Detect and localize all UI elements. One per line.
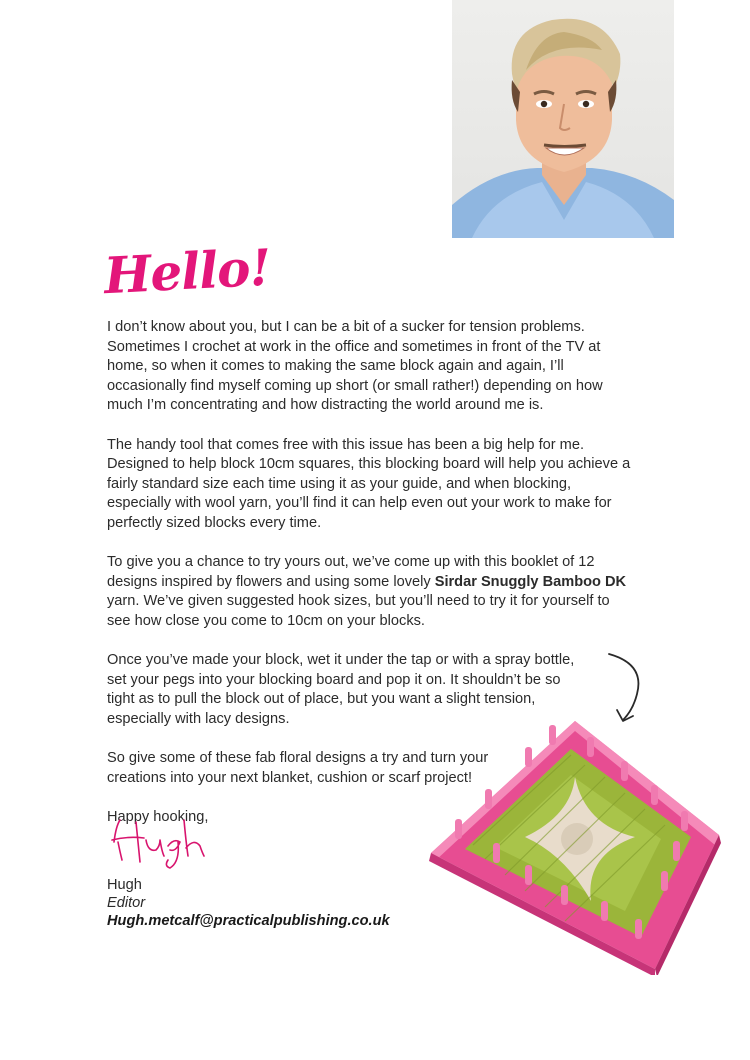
editor-portrait-photo xyxy=(452,0,674,238)
paragraph-call-to-action: So give some of these fab floral designs a try and turn your creations into your next blanket, cushion or scarf project! xyxy=(107,750,489,786)
portrait-illustration xyxy=(452,0,674,238)
paragraph-booklet-intro: To give you a chance to try yours out, we’ve come up with this booklet of 12 designs inspired by flowers and using some lovely xyxy=(107,554,595,590)
signature-graphic xyxy=(108,812,218,872)
paragraph-booklet-rest: yarn. We’ve given suggested hook sizes, but you’ll need to try it for yourself to see how close you come to 10cm on your blocks. xyxy=(107,593,610,629)
editor-email-link[interactable]: Hugh.metcalf@practicalpublishing.co.uk xyxy=(107,913,390,929)
blocking-board-photo xyxy=(425,715,725,975)
greeting-heading: Hello! xyxy=(102,237,272,306)
signatory-name: Hugh xyxy=(107,877,142,893)
yarn-name: Sirdar Snuggly Bamboo DK xyxy=(434,573,627,590)
paragraph-tension: I don’t know about you, but I can be a bit of a sucker for tension problems. Sometimes I crochet at work in the office and sometimes in front of the TV at home, so when it comes to making the same block again and again, I’ll occasionally find myself coming up short (or small rather!) depending on how much I’m concentrating and how distracting the world around me is. xyxy=(107,319,603,414)
paragraph-booklet xyxy=(107,553,637,631)
paragraph-blocking-board: The handy tool that comes free with this issue has been a big help for me. Designed to help block 10cm squares, this blocking board will help you achieve a fairly standard size each time using it as your guide, and when blocking, especially with wool yarn, you’ll find it can help even out your work to make for perfectly sized blocks every time. xyxy=(107,436,631,531)
paragraph-instructions: Once you’ve made your block, wet it under the tap or with a spray bottle, set your pegs into your blocking board and pop it on. It shouldn’t be so tight as to pull the block out of place, but you want a slight tension, especially with lacy designs. xyxy=(107,652,575,727)
signatory-role: Editor xyxy=(107,895,146,911)
paragraph-signoff: Happy hooking, xyxy=(107,808,209,825)
handwritten-signature xyxy=(108,812,218,872)
